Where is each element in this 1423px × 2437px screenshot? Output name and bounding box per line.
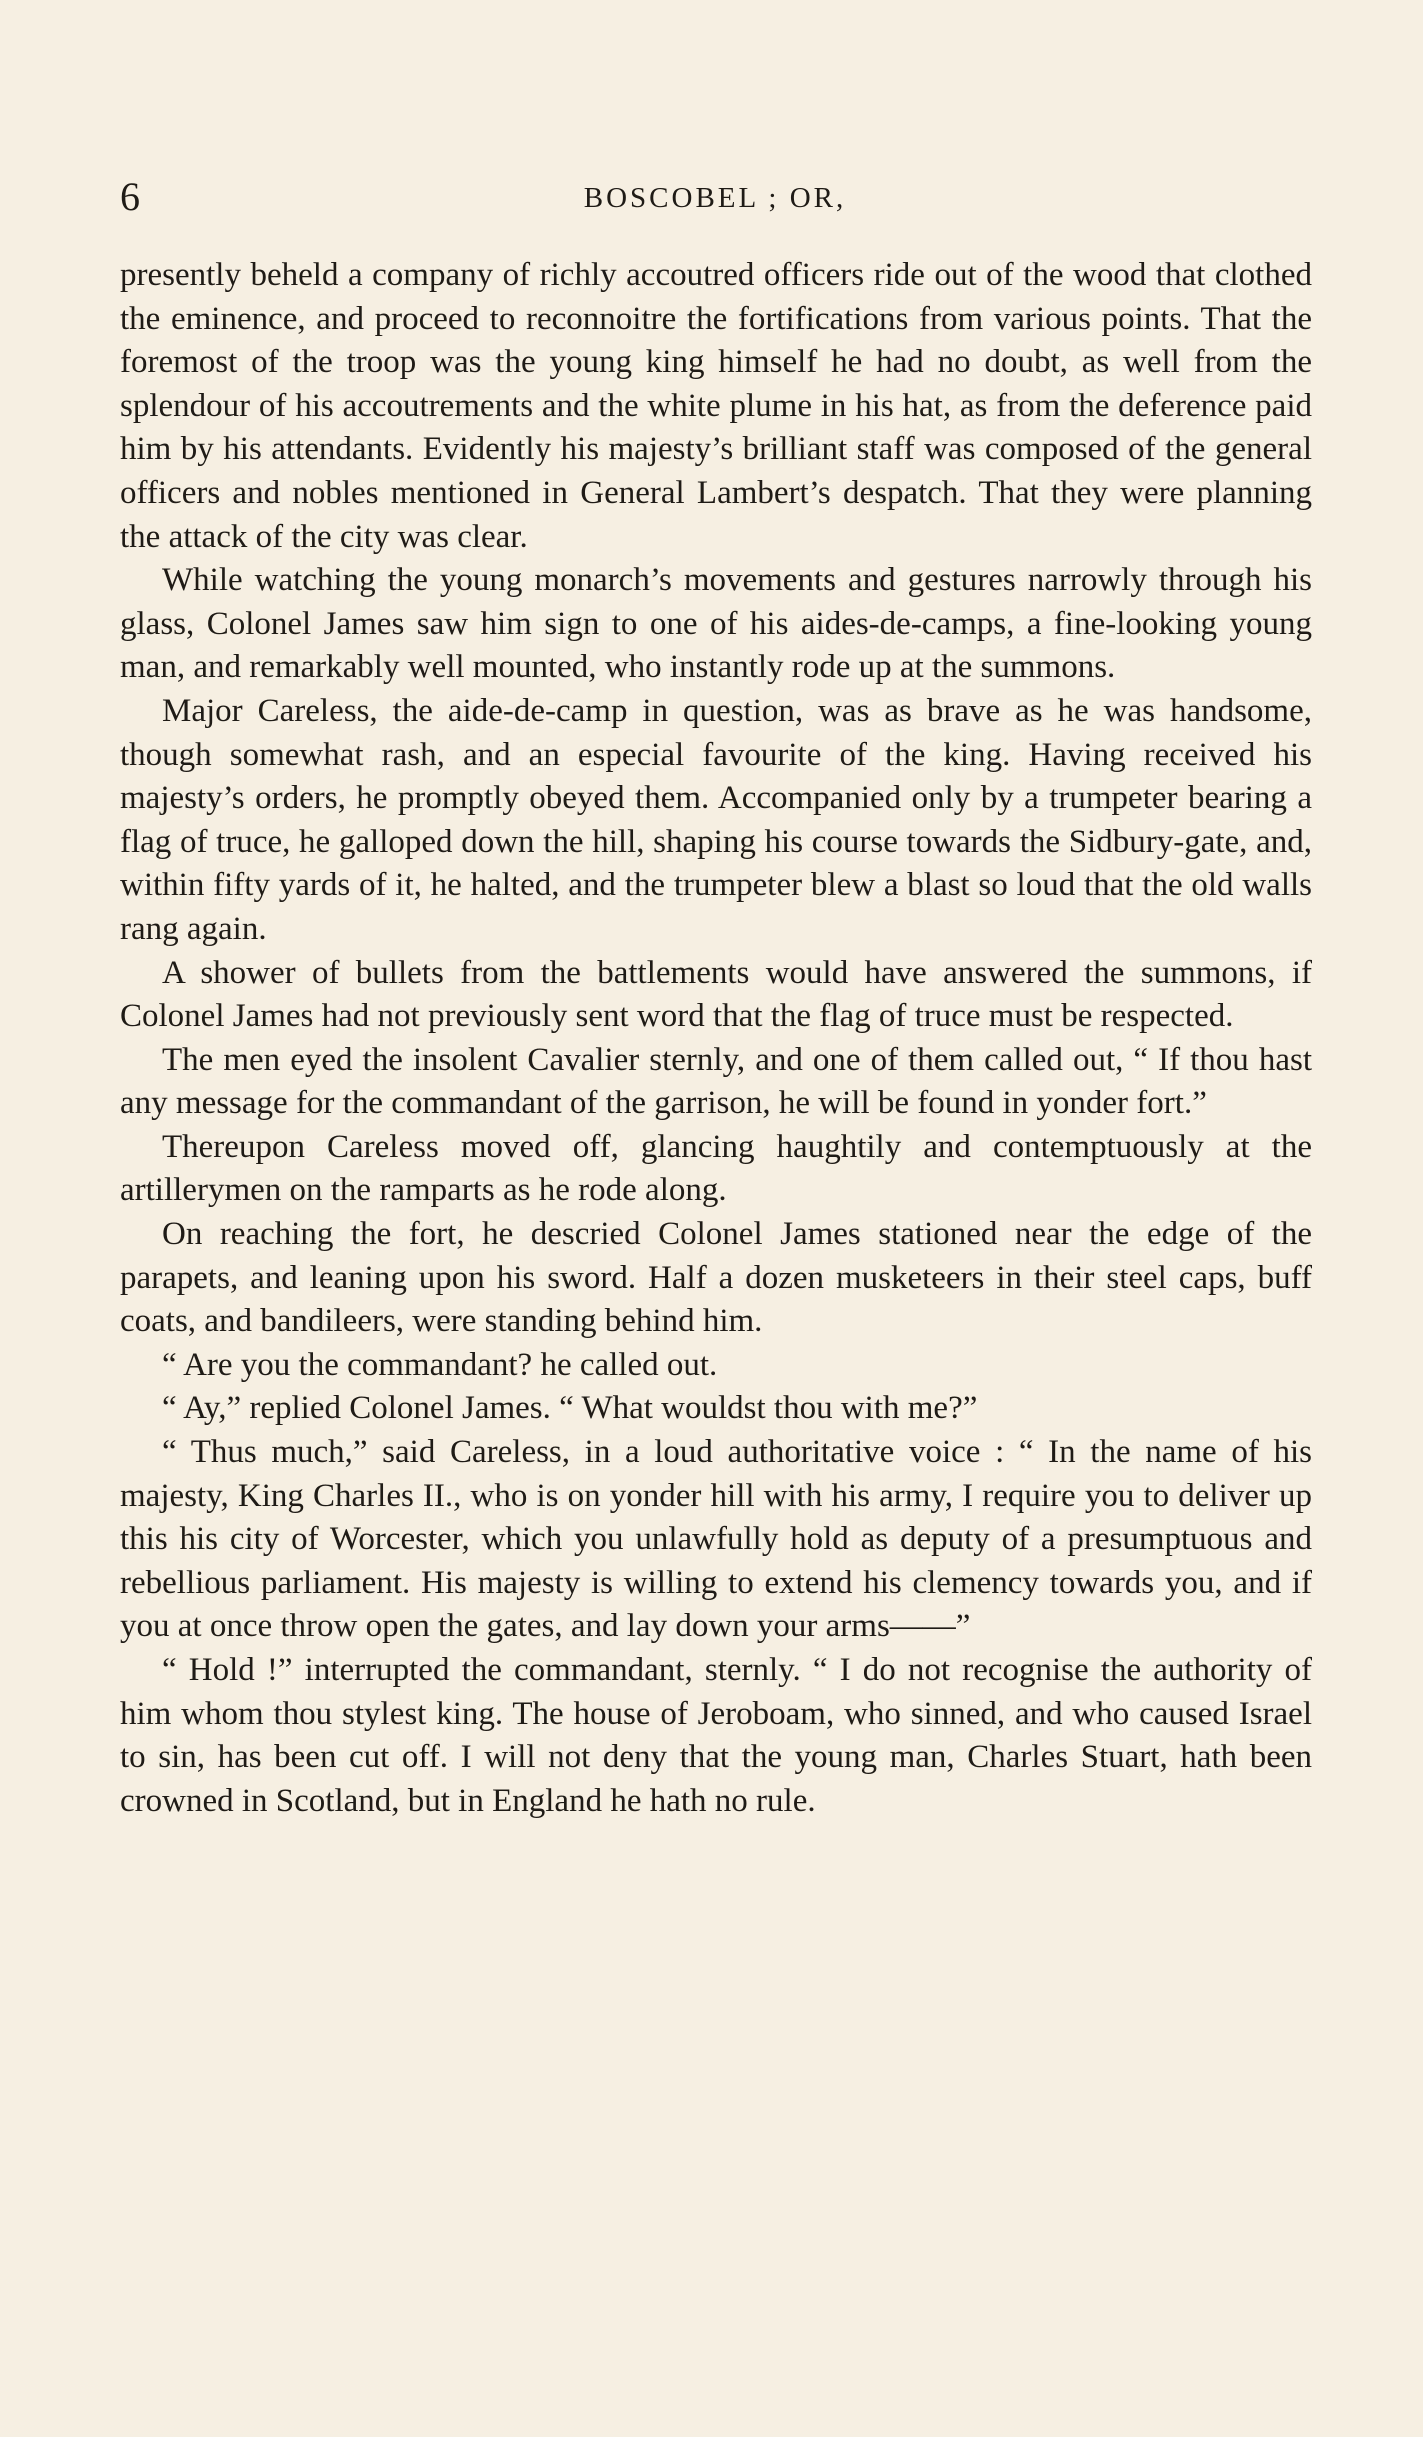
paragraph: The men eyed the insolent Cavalier sternly, and one of them called out, “ If thou hast any message for the commandant of the garrison, he will be found in yonder fort.” xyxy=(120,1041,1312,1122)
running-title: BOSCOBEL ; OR, xyxy=(583,182,847,214)
paragraph: Major Careless, the aide-de-camp in question, was as brave as he was handsome, though somewhat rash, and an especial favourite of the king. Having received his majesty’s orders, he promptly obeyed them. Accompanied only by a trumpeter bearing a flag of truce, he galloped down the hill, shaping his course towards the Sidbury-gate, and, within fifty yards of it, he halted, and the trumpeter blew a blast so loud that the old walls rang again. xyxy=(120,692,1312,947)
page-header xyxy=(120,172,1310,222)
paragraph: presently beheld a company of richly accoutred officers ride out of the wood that clothed the eminence, and proceed to reconnoitre the fortifications from various points. That the foremost of the troop was the young king himself he had no doubt, as well from the splendour of his accoutrements and the white plume in his hat, as from the deference paid him by his attendants. Evidently his majesty’s brilliant staff was composed of the general officers and nobles mentioned in General Lambert’s despatch. That they were planning the attack of the city was clear. xyxy=(120,257,1312,555)
paragraph: On reaching the fort, he descried Colonel James stationed near the edge of the parapets, and leaning upon his sword. Half a dozen musketeers in their steel caps, buff coats, and bandileers, were standing behind him. xyxy=(120,1216,1312,1340)
paragraph: “ Hold !” interrupted the commandant, sternly. “ I do not recognise the authority of him whom thou stylest king. The house of Jeroboam, who sinned, and who caused Israel to sin, has been cut off. I will not deny that the young man, Charles Stuart, hath been crowned in Scotland, but in England he hath no rule. xyxy=(120,1652,1312,1819)
paragraph: “ Ay,” replied Colonel James. “ What wouldst thou with me?” xyxy=(162,1390,978,1427)
page-number: 6 xyxy=(120,174,140,219)
paragraph: “ Thus much,” said Careless, in a loud authoritative voice : “ In the name of his majesty, King Charles II., who is on yonder hill with his army, I require you to deliver up this his city of Worcester, which you unlawfully hold as deputy of a presumptuous and rebellious parliament. His majesty is willing to extend his clemency towards you, and if you at once throw open the gates, and lay down your arms——” xyxy=(120,1434,1312,1645)
paragraph: While watching the young monarch’s movements and gestures narrowly through his glass, Colonel James saw him sign to one of his aides-de-camps, a fine-looking young man, and remarkably well mounted, who instantly rode up at the summons. xyxy=(120,562,1312,686)
paragraph: Thereupon Careless moved off, glancing haughtily and contemptuously at the artillerymen on the ramparts as he rode along. xyxy=(120,1128,1312,1209)
body-text xyxy=(120,254,1312,1823)
paragraph: A shower of bullets from the battlements would have answered the summons, if Colonel James had not previously sent word that the flag of truce must be respected. xyxy=(120,954,1312,1035)
paragraph: “ Are you the commandant? he called out. xyxy=(162,1346,718,1383)
